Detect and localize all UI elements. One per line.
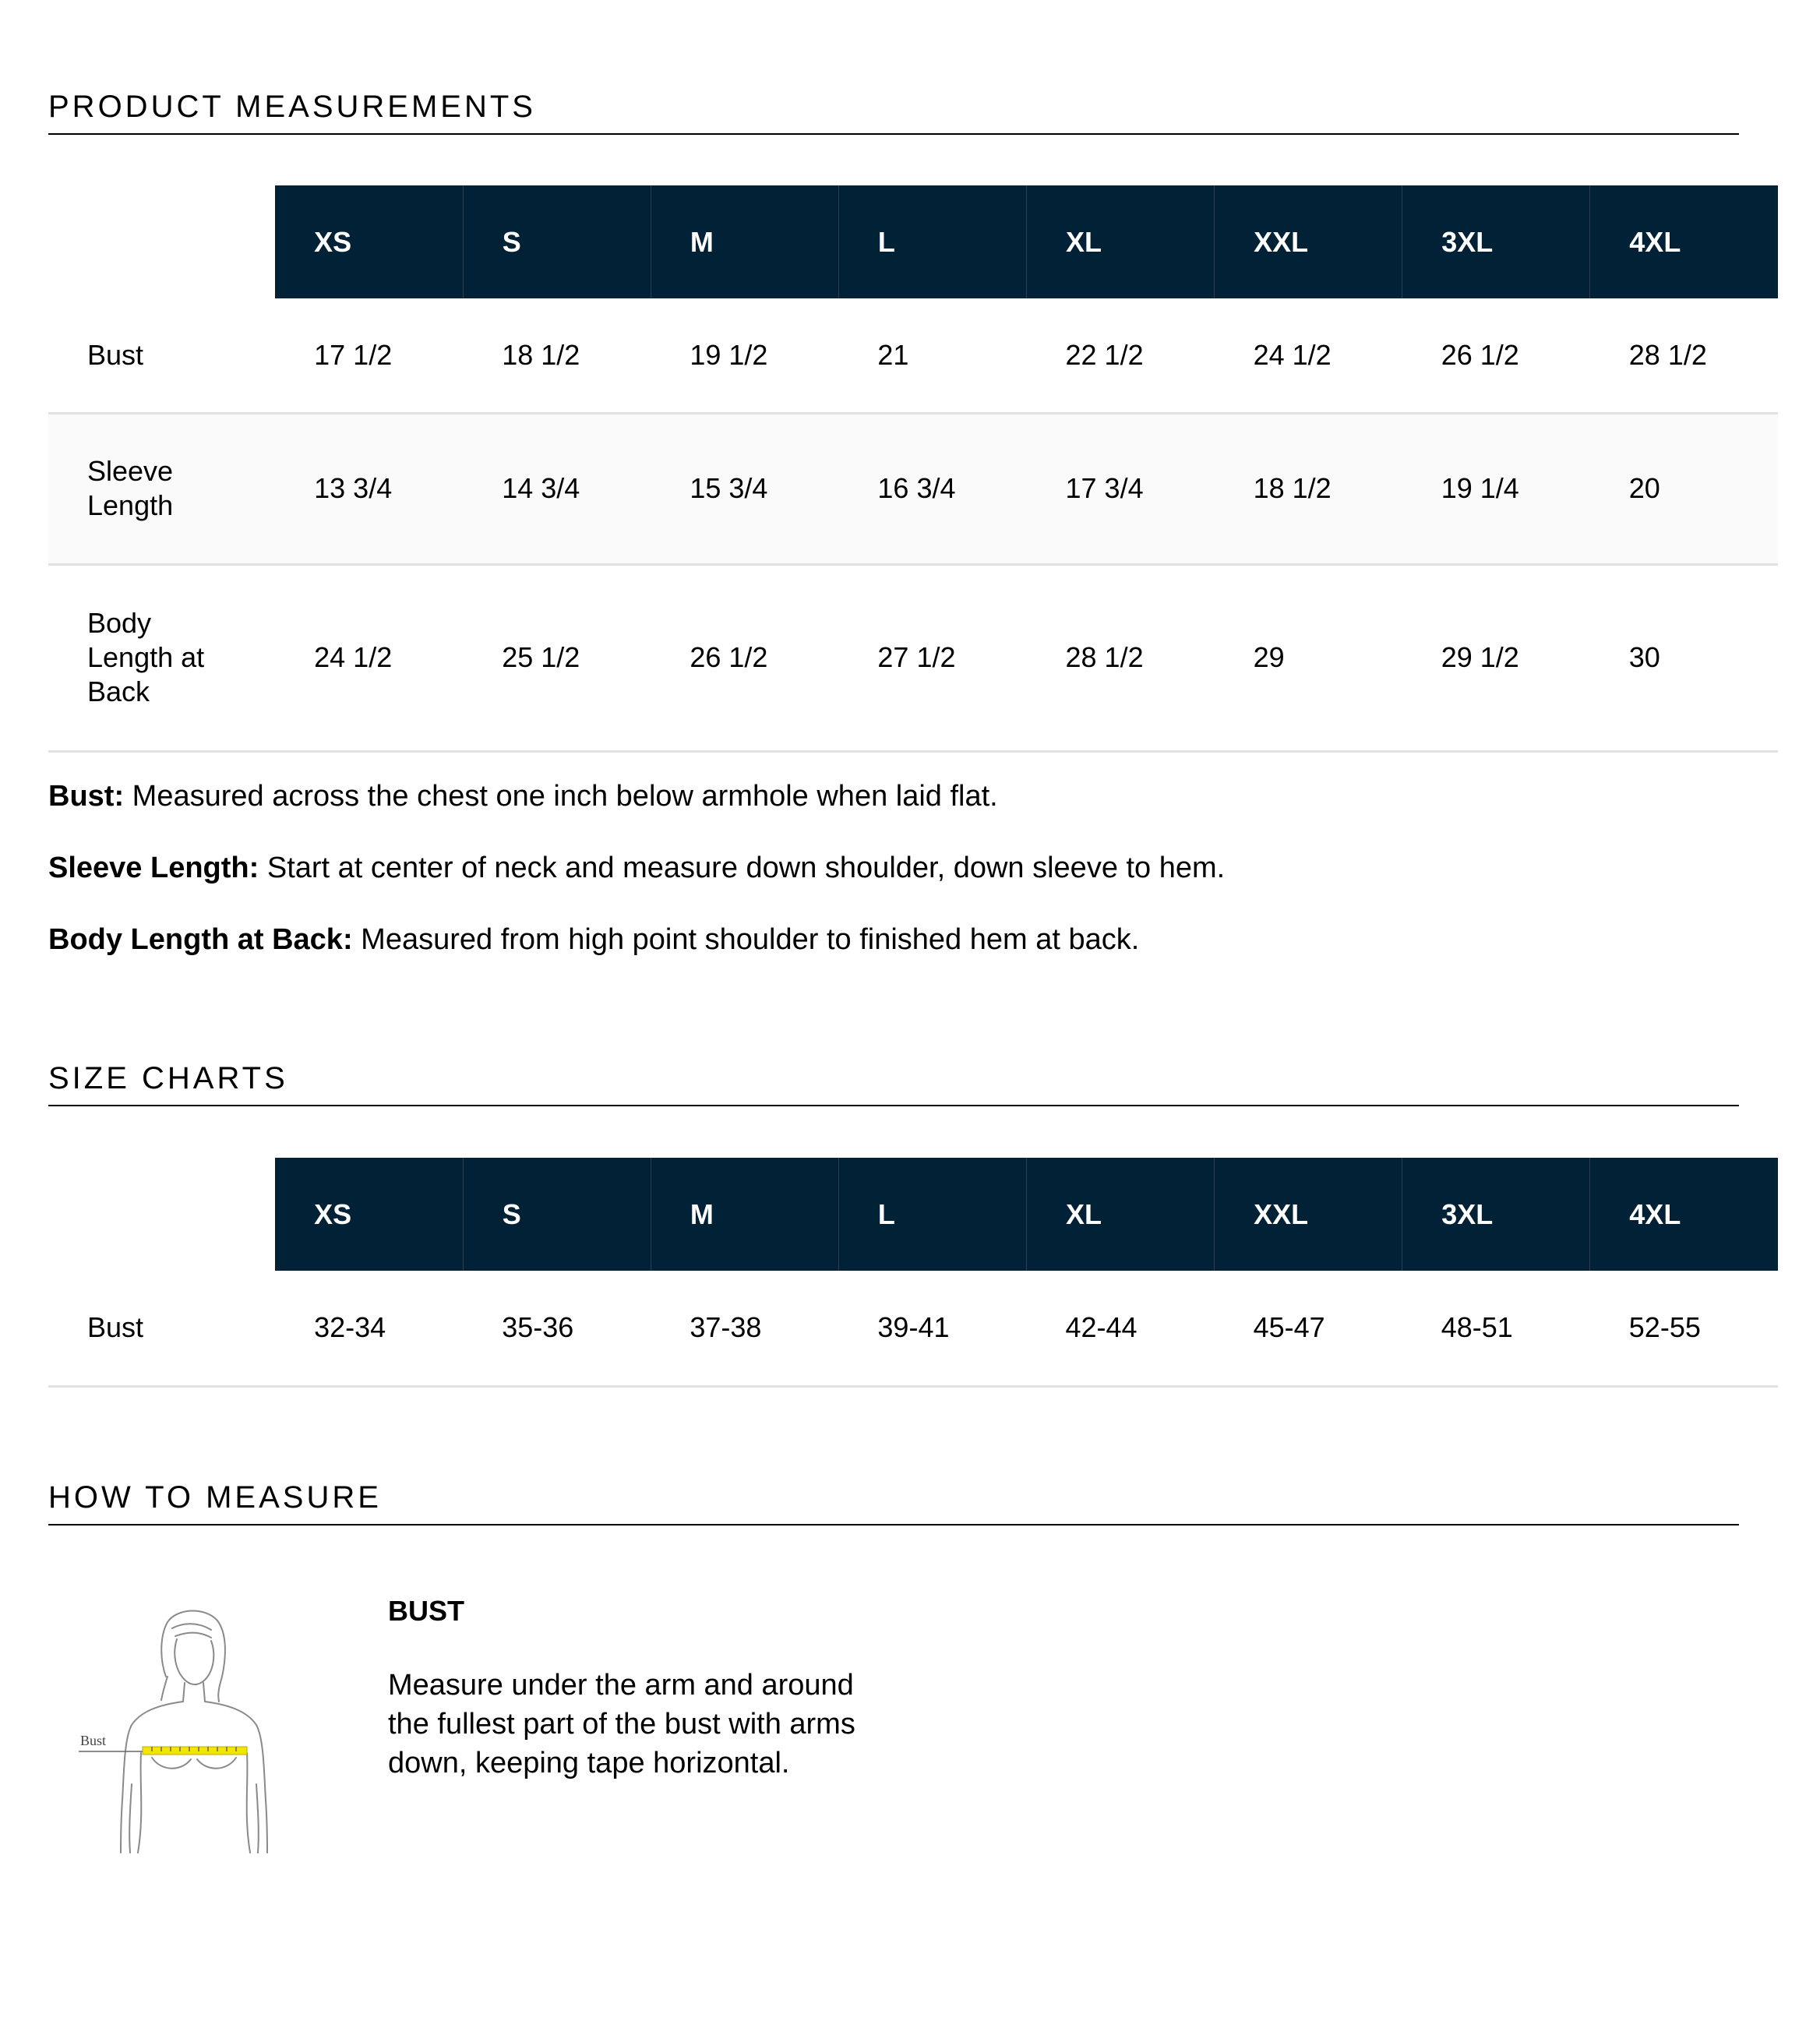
product-measurements-title: PRODUCT MEASUREMENTS xyxy=(48,90,1739,135)
size-header-m: M xyxy=(651,1158,838,1271)
table-cell: 37-38 xyxy=(651,1271,838,1386)
table-cell: 17 3/4 xyxy=(1027,413,1215,564)
table-cell: 42-44 xyxy=(1027,1271,1215,1386)
row-label: Body Length at Back xyxy=(48,564,275,751)
table-cell: 52-55 xyxy=(1590,1271,1778,1386)
table-cell: 24 1/2 xyxy=(275,564,463,751)
table-corner-cell xyxy=(48,185,275,298)
row-label: Bust xyxy=(48,1271,275,1386)
table-row-body-length xyxy=(48,564,1778,751)
size-header-3xl: 3XL xyxy=(1402,1158,1590,1271)
table-cell: 29 xyxy=(1215,564,1402,751)
product-measurements-table xyxy=(48,185,1778,753)
size-header-xxl: XXL xyxy=(1215,1158,1402,1271)
size-header-4xl: 4XL xyxy=(1590,1158,1778,1271)
table-cell: 18 1/2 xyxy=(463,298,651,413)
measurement-notes xyxy=(48,779,1225,994)
bust-measure-figure xyxy=(74,1605,308,1854)
table-corner-cell xyxy=(48,1158,275,1271)
table-cell: 16 3/4 xyxy=(838,413,1026,564)
size-header-xs: XS xyxy=(275,1158,463,1271)
table-cell: 13 3/4 xyxy=(275,413,463,564)
table-cell: 17 1/2 xyxy=(275,298,463,413)
table-cell: 14 3/4 xyxy=(463,413,651,564)
figure-label: Bust xyxy=(80,1733,107,1748)
size-header-3xl: 3XL xyxy=(1402,185,1590,298)
size-header-s: S xyxy=(463,1158,651,1271)
size-header-xl: XL xyxy=(1027,185,1215,298)
table-cell: 21 xyxy=(838,298,1026,413)
size-header-m: M xyxy=(651,185,838,298)
table-cell: 19 1/2 xyxy=(651,298,838,413)
measure-instructions: Measure under the arm and around the fullest part of the bust with arms down, keeping tape horizontal. xyxy=(388,1669,855,1779)
table-cell: 24 1/2 xyxy=(1215,298,1402,413)
measure-heading: BUST xyxy=(388,1595,464,1627)
note-sleeve-length xyxy=(48,851,1225,885)
table-cell: 45-47 xyxy=(1215,1271,1402,1386)
table-cell: 20 xyxy=(1590,413,1778,564)
figure-outline xyxy=(121,1610,267,1853)
table-cell: 18 1/2 xyxy=(1215,413,1402,564)
size-header-xs: XS xyxy=(275,185,463,298)
size-header-l: L xyxy=(838,185,1026,298)
note-body-length xyxy=(48,922,1225,957)
size-header-xxl: XXL xyxy=(1215,185,1402,298)
table-cell: 15 3/4 xyxy=(651,413,838,564)
row-label: Bust xyxy=(48,298,275,413)
size-header-4xl: 4XL xyxy=(1590,185,1778,298)
how-to-measure-title: HOW TO MEASURE xyxy=(48,1480,1739,1525)
table-cell: 30 xyxy=(1590,564,1778,751)
note-text: Measured across the chest one inch below armhole when laid flat. xyxy=(124,780,998,813)
note-term: Sleeve Length: xyxy=(48,852,259,884)
table-cell: 39-41 xyxy=(838,1271,1026,1386)
table-cell: 19 1/4 xyxy=(1402,413,1590,564)
table-row-bust xyxy=(48,1271,1778,1386)
note-text: Start at center of neck and measure down shoulder, down sleeve to hem. xyxy=(259,852,1226,884)
table-cell: 28 1/2 xyxy=(1027,564,1215,751)
note-bust xyxy=(48,779,1225,813)
measuring-tape xyxy=(143,1747,247,1755)
table-cell: 27 1/2 xyxy=(838,564,1026,751)
size-header-xl: XL xyxy=(1027,1158,1215,1271)
table-cell: 28 1/2 xyxy=(1590,298,1778,413)
table-cell: 48-51 xyxy=(1402,1271,1590,1386)
table-cell: 22 1/2 xyxy=(1027,298,1215,413)
size-charts-table xyxy=(48,1158,1778,1388)
table-header-row xyxy=(48,1158,1778,1271)
note-text: Measured from high point shoulder to finished hem at back. xyxy=(352,923,1140,956)
table-cell: 29 1/2 xyxy=(1402,564,1590,751)
table-row-bust xyxy=(48,298,1778,413)
note-term: Body Length at Back: xyxy=(48,923,353,956)
table-header-row xyxy=(48,185,1778,298)
table-cell: 26 1/2 xyxy=(1402,298,1590,413)
note-term: Bust: xyxy=(48,780,125,813)
row-label: Sleeve Length xyxy=(48,413,275,564)
size-charts-title: SIZE CHARTS xyxy=(48,1061,1739,1106)
size-header-s: S xyxy=(463,185,651,298)
table-cell: 26 1/2 xyxy=(651,564,838,751)
size-header-l: L xyxy=(838,1158,1026,1271)
table-cell: 35-36 xyxy=(463,1271,651,1386)
table-cell: 25 1/2 xyxy=(463,564,651,751)
table-cell: 32-34 xyxy=(275,1271,463,1386)
table-row-sleeve-length xyxy=(48,413,1778,564)
